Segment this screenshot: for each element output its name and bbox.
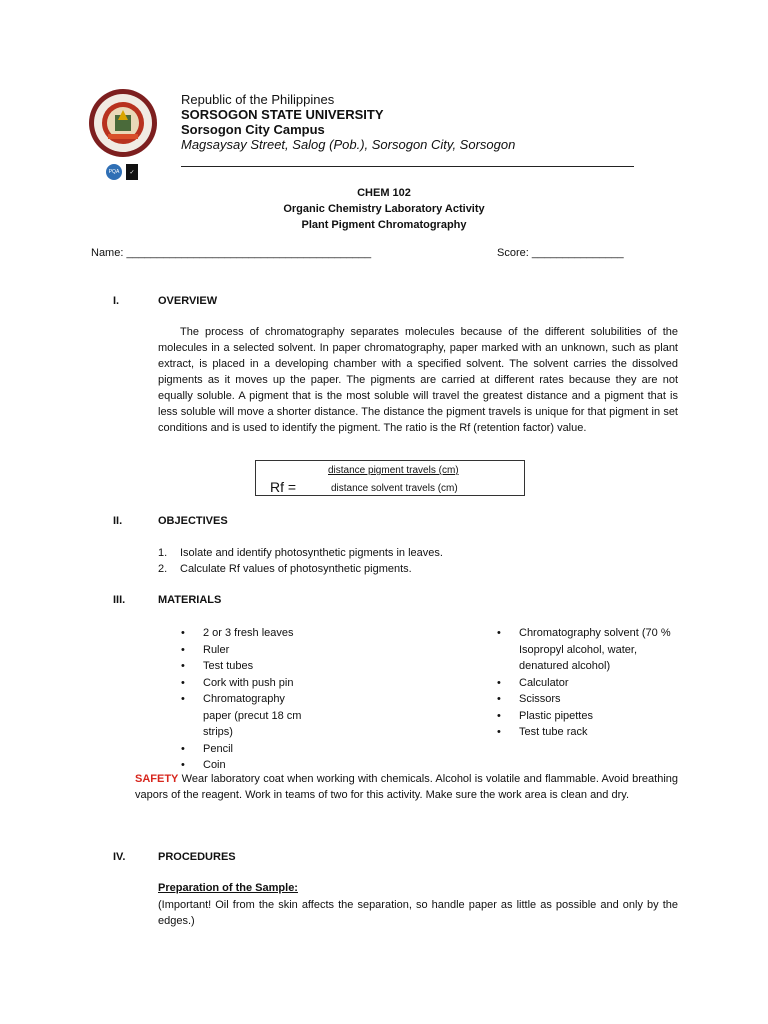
safety-note: [135, 771, 678, 803]
name-field: Name: ________________________________________: [91, 247, 372, 259]
list-item: • Chromatography solvent (70 % Isopropyl alcohol, water, denatured alcohol): [497, 625, 687, 675]
accreditation-badges: [106, 164, 138, 180]
procedures-number: IV.: [113, 851, 126, 863]
list-item: • Test tubes: [181, 658, 316, 675]
topic-title: Plant Pigment Chromatography: [301, 219, 467, 231]
sample-preparation-subheading: Preparation of the Sample:: [158, 882, 298, 894]
rf-denominator: distance solvent travels (cm): [331, 483, 458, 494]
overview-number: I.: [113, 295, 120, 307]
list-item: • 2 or 3 fresh leaves: [181, 625, 316, 642]
materials-heading: MATERIALS: [158, 594, 222, 606]
materials-number: III.: [113, 594, 126, 606]
objectives-number: II.: [113, 515, 123, 527]
list-item: • Scissors: [497, 691, 687, 708]
activity-title: Organic Chemistry Laboratory Activity: [283, 203, 485, 215]
list-item: • Test tube rack: [497, 724, 687, 741]
list-item: • Ruler: [181, 642, 316, 659]
objectives-heading: OBJECTIVES: [158, 515, 228, 527]
campus-address: Magsaysay Street, Salog (Pob.), Sorsogon City, Sorsogon: [181, 137, 516, 152]
rf-formula-box: [255, 460, 525, 496]
rf-label: Rf =: [270, 479, 297, 495]
list-item: • Plastic pipettes: [497, 708, 687, 725]
list-item: • Coin: [181, 757, 316, 774]
university-header: [181, 92, 515, 152]
materials-list-left: [181, 625, 316, 774]
safety-text: Wear laboratory coat when working with chemicals. Alcohol is volatile and flammable. Avoid breathing vapors of the reagent. Work in teams of two for this activity. Make sure the work area is clean and dry.: [135, 773, 678, 801]
overview-heading: OVERVIEW: [158, 295, 218, 307]
document-title-block: [0, 185, 768, 233]
materials-list-right: [497, 625, 687, 741]
score-field: Score: _______________: [497, 247, 624, 259]
header-divider: [181, 166, 634, 167]
safety-label: SAFETY: [135, 773, 179, 785]
list-item: • Cork with push pin: [181, 675, 316, 692]
objectives-list: [158, 545, 443, 577]
certification-badge-icon: ✓: [126, 164, 138, 180]
list-item: • Calculator: [497, 675, 687, 692]
pqa-badge-icon: PQA: [106, 164, 122, 180]
list-item: 1. Isolate and identify photosynthetic pigments in leaves.: [158, 547, 443, 559]
university-name: SORSOGON STATE UNIVERSITY: [181, 107, 384, 122]
university-seal-logo: [88, 88, 158, 158]
rf-numerator: distance pigment travels (cm): [328, 465, 459, 476]
course-code: CHEM 102: [357, 187, 411, 199]
list-item: 2. Calculate Rf values of photosynthetic pigments.: [158, 563, 412, 575]
list-item: • Pencil: [181, 741, 316, 758]
republic-line: Republic of the Philippines: [181, 92, 335, 107]
procedures-heading: PROCEDURES: [158, 851, 236, 863]
overview-paragraph: The process of chromatography separates molecules because of the different solubilities of the molecules in a selected solvent. In paper chromatography, paper marked with an unknown, such as plant extract, is placed in a developing chamber with a specified solvent. The solvent carries the dissolved pigments as it moves up the paper. The pigments are carried at different rates because they are not equally soluble. A pigment that is the most soluble will travel the greatest distance and a pigment that is less soluble will move a shorter distance. The distance the pigment travels is unique for that pigment in set conditions and is used to identify the pigment. The ratio is the Rf (retention factor) value.: [158, 326, 678, 434]
handling-note: (Important! Oil from the skin affects the separation, so handle paper as little as possible and only by the edges.): [158, 899, 678, 927]
campus-name: Sorsogon City Campus: [181, 122, 325, 137]
list-item: • Chromatography paper (precut 18 cm strips): [181, 691, 316, 741]
